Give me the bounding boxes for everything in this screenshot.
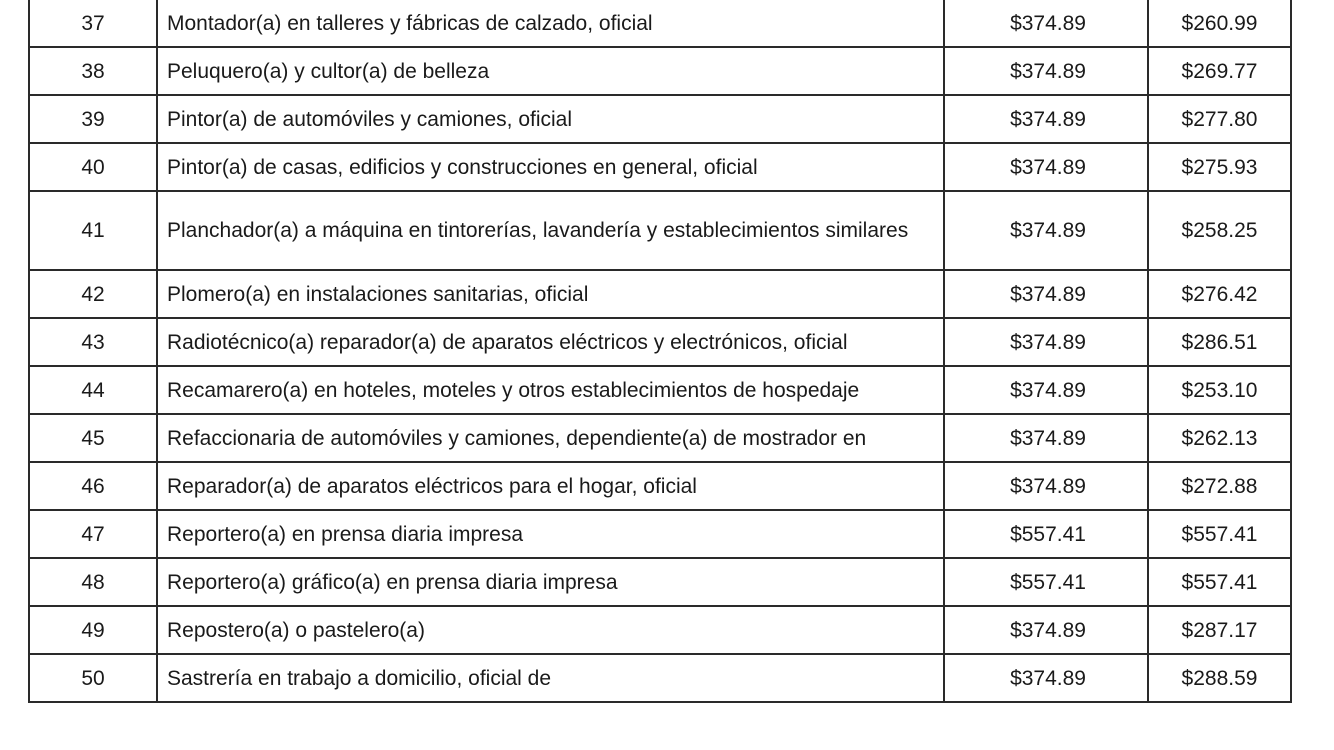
professional-wage-cell: $557.41 <box>1148 558 1291 606</box>
row-number: 42 <box>29 270 157 318</box>
occupation-cell: Planchador(a) a máquina en tintorerías, lavandería y establecimientos similares <box>157 191 944 270</box>
table-row <box>29 191 1291 270</box>
general-wage-cell: $374.89 <box>944 366 1148 414</box>
occupation-cell: Reparador(a) de aparatos eléctricos para el hogar, oficial <box>157 462 944 510</box>
occupation-cell: Plomero(a) en instalaciones sanitarias, oficial <box>157 270 944 318</box>
professional-wage-cell: $286.51 <box>1148 318 1291 366</box>
table-row <box>29 47 1291 95</box>
row-number: 38 <box>29 47 157 95</box>
occupation-cell: Montador(a) en talleres y fábricas de calzado, oficial <box>157 0 944 47</box>
professional-wage-cell: $287.17 <box>1148 606 1291 654</box>
table-row <box>29 558 1291 606</box>
occupation-cell: Pintor(a) de automóviles y camiones, oficial <box>157 95 944 143</box>
general-wage-cell: $374.89 <box>944 654 1148 702</box>
professional-wage-cell: $253.10 <box>1148 366 1291 414</box>
row-number: 43 <box>29 318 157 366</box>
row-number: 37 <box>29 0 157 47</box>
general-wage-cell: $374.89 <box>944 318 1148 366</box>
occupation-cell: Sastrería en trabajo a domicilio, oficial de <box>157 654 944 702</box>
table-row <box>29 606 1291 654</box>
general-wage-cell: $374.89 <box>944 606 1148 654</box>
general-wage-cell: $557.41 <box>944 558 1148 606</box>
row-number: 47 <box>29 510 157 558</box>
row-number: 39 <box>29 95 157 143</box>
occupation-cell: Reportero(a) gráfico(a) en prensa diaria impresa <box>157 558 944 606</box>
occupation-cell: Refaccionaria de automóviles y camiones, dependiente(a) de mostrador en <box>157 414 944 462</box>
row-number: 41 <box>29 191 157 270</box>
general-wage-cell: $374.89 <box>944 47 1148 95</box>
professional-wage-cell: $260.99 <box>1148 0 1291 47</box>
wage-table-body <box>29 0 1291 702</box>
occupation-cell: Reportero(a) en prensa diaria impresa <box>157 510 944 558</box>
professional-wage-cell: $275.93 <box>1148 143 1291 191</box>
row-number: 50 <box>29 654 157 702</box>
general-wage-cell: $374.89 <box>944 414 1148 462</box>
occupation-cell: Peluquero(a) y cultor(a) de belleza <box>157 47 944 95</box>
general-wage-cell: $374.89 <box>944 95 1148 143</box>
row-number: 44 <box>29 366 157 414</box>
occupation-cell: Radiotécnico(a) reparador(a) de aparatos eléctricos y electrónicos, oficial <box>157 318 944 366</box>
general-wage-cell: $374.89 <box>944 0 1148 47</box>
professional-wage-cell: $262.13 <box>1148 414 1291 462</box>
professional-wage-cell: $272.88 <box>1148 462 1291 510</box>
professional-wage-cell: $557.41 <box>1148 510 1291 558</box>
professional-wage-cell: $258.25 <box>1148 191 1291 270</box>
general-wage-cell: $374.89 <box>944 270 1148 318</box>
professional-wage-cell: $276.42 <box>1148 270 1291 318</box>
wage-table <box>28 0 1292 703</box>
general-wage-cell: $374.89 <box>944 462 1148 510</box>
table-row <box>29 143 1291 191</box>
general-wage-cell: $374.89 <box>944 191 1148 270</box>
table-row <box>29 414 1291 462</box>
table-row <box>29 318 1291 366</box>
professional-wage-cell: $277.80 <box>1148 95 1291 143</box>
occupation-cell: Repostero(a) o pastelero(a) <box>157 606 944 654</box>
general-wage-cell: $374.89 <box>944 143 1148 191</box>
table-row <box>29 366 1291 414</box>
occupation-cell: Recamarero(a) en hoteles, moteles y otros establecimientos de hospedaje <box>157 366 944 414</box>
row-number: 48 <box>29 558 157 606</box>
row-number: 46 <box>29 462 157 510</box>
professional-wage-cell: $288.59 <box>1148 654 1291 702</box>
table-row <box>29 654 1291 702</box>
occupation-cell: Pintor(a) de casas, edificios y construcciones en general, oficial <box>157 143 944 191</box>
row-number: 40 <box>29 143 157 191</box>
table-row <box>29 0 1291 47</box>
table-row <box>29 462 1291 510</box>
professional-wage-cell: $269.77 <box>1148 47 1291 95</box>
table-row <box>29 270 1291 318</box>
table-row <box>29 95 1291 143</box>
table-row <box>29 510 1291 558</box>
general-wage-cell: $557.41 <box>944 510 1148 558</box>
row-number: 45 <box>29 414 157 462</box>
row-number: 49 <box>29 606 157 654</box>
